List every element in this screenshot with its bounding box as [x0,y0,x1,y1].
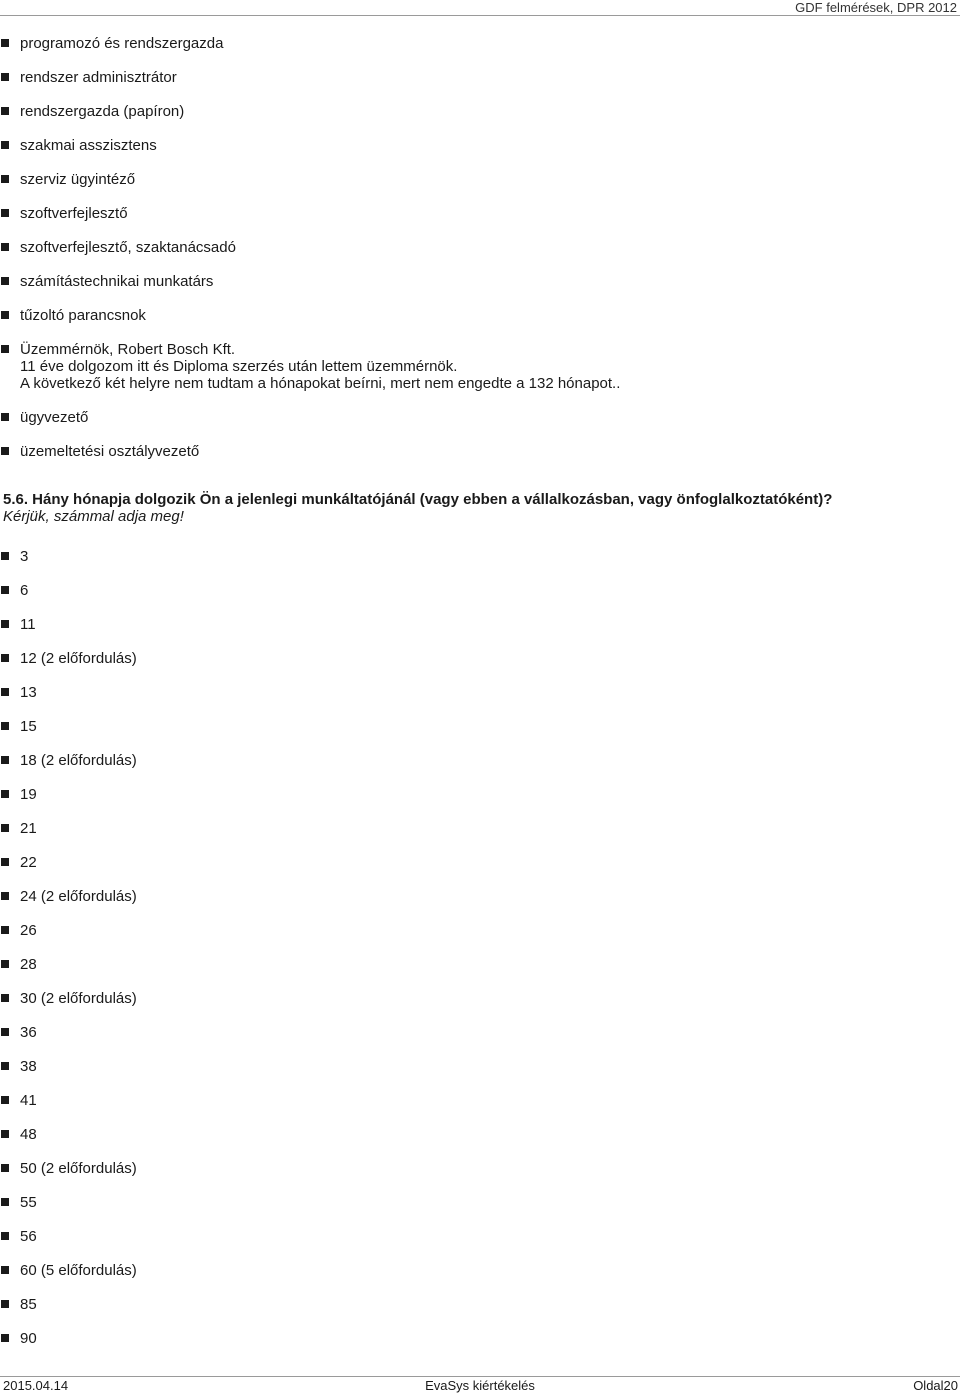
list-item [0,582,137,599]
list-item-text: rendszer adminisztrátor [20,69,177,86]
square-bullet-icon [1,722,9,730]
square-bullet-icon [1,552,9,560]
list-item-text: üzemeltetési osztályvezető [20,443,200,460]
list-item-text: 41 [20,1092,37,1109]
list-item [0,1126,137,1143]
square-bullet-icon [1,688,9,696]
footer-divider [0,1376,960,1377]
list-item-text: 48 [20,1126,37,1143]
square-bullet-icon [1,1130,9,1138]
list-item-text: 56 [20,1228,37,1245]
list-item [0,718,137,735]
square-bullet-icon [1,39,9,47]
list-item [0,752,137,769]
list-item [0,548,137,565]
square-bullet-icon [1,892,9,900]
square-bullet-icon [1,413,9,421]
list-item [0,307,620,324]
square-bullet-icon [1,1334,9,1342]
list-item [0,616,137,633]
list-item-text: 85 [20,1296,37,1313]
square-bullet-icon [1,243,9,251]
square-bullet-icon [1,858,9,866]
square-bullet-icon [1,790,9,798]
list-item-text: 11 [20,616,36,633]
header-divider [0,15,960,16]
list-item [0,1262,137,1279]
square-bullet-icon [1,824,9,832]
list-item-text: A következő két helyre nem tudtam a hónapokat beírni, mert nem engedte a 132 hónapot.. [20,375,621,392]
list-item [0,820,137,837]
square-bullet-icon [1,311,9,319]
list-item [0,69,620,86]
list-item-text: tűzoltó parancsnok [20,307,146,324]
list-item [0,171,620,188]
square-bullet-icon [1,1164,9,1172]
question-block [3,491,832,525]
square-bullet-icon [1,209,9,217]
square-bullet-icon [1,756,9,764]
square-bullet-icon [1,107,9,115]
square-bullet-icon [1,620,9,628]
header-title: GDF felmérések, DPR 2012 [795,0,957,15]
list-item-text: számítástechnikai munkatárs [20,273,214,290]
list-item [0,103,620,120]
list-item [0,1296,137,1313]
square-bullet-icon [1,1198,9,1206]
list-item [0,1194,137,1211]
list-item-text: 55 [20,1194,37,1211]
list-item-text: 11 éve dolgozom itt és Diploma szerzés után lettem üzemmérnök. [20,358,458,375]
list-item [0,1160,137,1177]
list-item [0,409,620,426]
list-item-text: szoftverfejlesztő, szaktanácsadó [20,239,236,256]
question-instruction: Kérjük, számmal adja meg! [3,508,184,525]
list-item-text: 36 [20,1024,37,1041]
list-item [0,888,137,905]
list-item-text: 22 [20,854,37,871]
list-item [0,443,620,460]
list-item [0,684,137,701]
list-item [0,854,137,871]
footer-page-number: Oldal20 [913,1378,958,1393]
square-bullet-icon [1,960,9,968]
list-item-text: 3 [20,548,29,565]
footer-app-name: EvaSys kiértékelés [425,1378,535,1393]
list-item-text: 90 [20,1330,37,1347]
list-item-text: 30 (2 előfordulás) [20,990,137,1007]
list-item-text: rendszergazda (papíron) [20,103,185,120]
list-item-text: 15 [20,718,37,735]
list-item-text: 6 [20,582,29,599]
square-bullet-icon [1,1232,9,1240]
square-bullet-icon [1,345,9,353]
list-item [0,1228,137,1245]
square-bullet-icon [1,586,9,594]
square-bullet-icon [1,175,9,183]
list-item-text: szerviz ügyintéző [20,171,136,188]
list-item-text: 18 (2 előfordulás) [20,752,137,769]
list-item [0,786,137,803]
square-bullet-icon [1,447,9,455]
footer-date: 2015.04.14 [3,1378,69,1393]
list-item [0,922,137,939]
list-item-text: 19 [20,786,37,803]
list-item [0,1024,137,1041]
square-bullet-icon [1,926,9,934]
list-item-text: 28 [20,956,37,973]
list-item-text: 50 (2 előfordulás) [20,1160,137,1177]
list-item [0,239,620,256]
square-bullet-icon [1,73,9,81]
square-bullet-icon [1,1266,9,1274]
list-item-text: szoftverfejlesztő [20,205,128,222]
list-item-text: 60 (5 előfordulás) [20,1262,137,1279]
list-item-text: 12 (2 előfordulás) [20,650,137,667]
square-bullet-icon [1,1062,9,1070]
list-item-text: ügyvezető [20,409,89,426]
list-item [0,273,620,290]
list-item [0,1092,137,1109]
list-item-text: programozó és rendszergazda [20,35,224,52]
list-item [0,1058,137,1075]
list-item-text: 38 [20,1058,37,1075]
question-title: 5.6. Hány hónapja dolgozik Ön a jelenlegi munkáltatójánál (vagy ebben a vállalkozásban, vagy önfoglalkoztatóként)? [3,491,833,508]
square-bullet-icon [1,654,9,662]
list-item-text: 24 (2 előfordulás) [20,888,137,905]
square-bullet-icon [1,994,9,1002]
square-bullet-icon [1,1028,9,1036]
list-item [0,35,620,52]
square-bullet-icon [1,1096,9,1104]
list-item [0,956,137,973]
list-item [0,990,137,1007]
answer-list-months [0,548,137,1364]
list-item-text: 26 [20,922,37,939]
square-bullet-icon [1,141,9,149]
list-item [0,650,137,667]
answer-list-occupations [0,35,620,477]
list-item [0,1330,137,1347]
list-item-text: 21 [20,820,37,837]
list-item [0,341,620,392]
square-bullet-icon [1,1300,9,1308]
list-item [0,137,620,154]
list-item-text: Üzemmérnök, Robert Bosch Kft. [20,341,236,358]
list-item [0,205,620,222]
list-item-text: szakmai asszisztens [20,137,157,154]
square-bullet-icon [1,277,9,285]
list-item-text: 13 [20,684,37,701]
